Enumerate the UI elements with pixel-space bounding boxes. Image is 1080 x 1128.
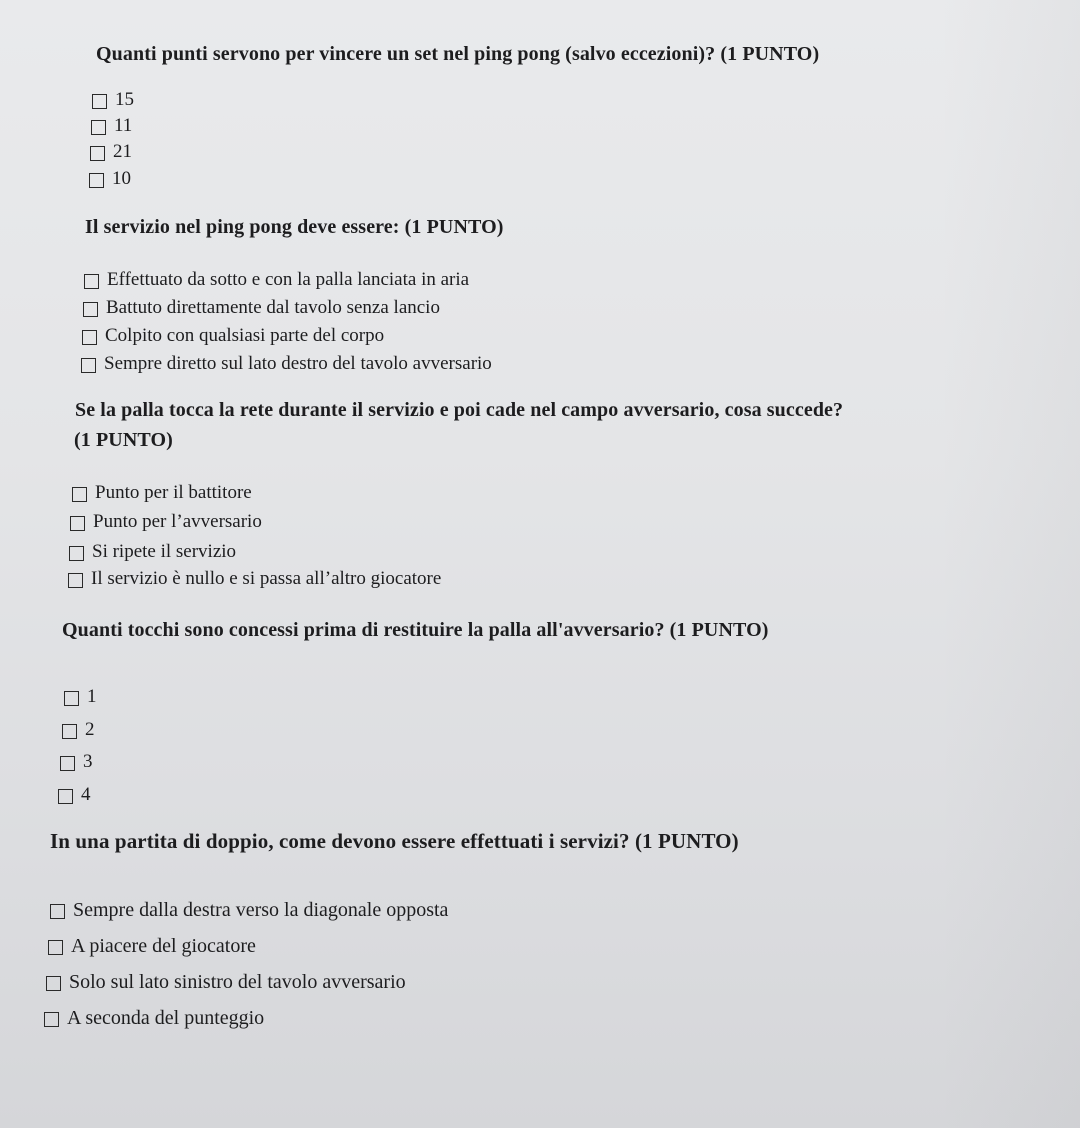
option-label: 3 [83, 751, 93, 772]
question-4-option-1[interactable] [64, 684, 97, 710]
checkbox-icon[interactable] [81, 358, 96, 373]
option-label: Punto per l’avversario [93, 511, 262, 532]
question-5-option-3[interactable] [46, 969, 406, 995]
option-label: Battuto direttamente dal tavolo senza lancio [106, 297, 440, 318]
checkbox-icon[interactable] [92, 94, 107, 109]
question-3-option-1[interactable] [72, 480, 252, 506]
checkbox-icon[interactable] [89, 173, 104, 188]
checkbox-icon[interactable] [44, 1012, 59, 1027]
checkbox-icon[interactable] [50, 904, 65, 919]
checkbox-icon[interactable] [91, 120, 106, 135]
checkbox-icon[interactable] [58, 789, 73, 804]
question-4-text: Quanti tocchi sono concessi prima di restituire la palla all'avversario? (1 PUNTO) [62, 619, 769, 641]
checkbox-icon[interactable] [70, 516, 85, 531]
checkbox-icon[interactable] [62, 724, 77, 739]
question-4-option-3[interactable] [60, 749, 93, 775]
checkbox-icon[interactable] [90, 146, 105, 161]
option-label: Solo sul lato sinistro del tavolo avversario [69, 971, 406, 993]
question-5-text: In una partita di doppio, come devono essere effettuati i servizi? (1 PUNTO) [50, 829, 739, 853]
question-5-option-2[interactable] [48, 933, 256, 959]
question-1-option-4[interactable] [89, 166, 131, 192]
question-3-text: Se la palla tocca la rete durante il servizio e poi cade nel campo avversario, cosa succede? [75, 399, 844, 421]
checkbox-icon[interactable] [60, 756, 75, 771]
option-label: Punto per il battitore [95, 482, 252, 503]
checkbox-icon[interactable] [48, 940, 63, 955]
option-label: Si ripete il servizio [92, 541, 237, 562]
question-3-option-2[interactable] [70, 509, 262, 535]
checkbox-icon[interactable] [83, 302, 98, 317]
option-label: 2 [85, 719, 95, 740]
question-4-option-2[interactable] [62, 717, 95, 743]
question-2-option-3[interactable] [82, 323, 384, 349]
question-3-text-line2: (1 PUNTO) [74, 429, 173, 451]
question-2-option-2[interactable] [83, 295, 440, 321]
option-label: Il servizio è nullo e si passa all’altro giocatore [91, 568, 442, 589]
option-label: A piacere del giocatore [71, 935, 256, 957]
question-2-option-4[interactable] [81, 351, 492, 377]
checkbox-icon[interactable] [84, 274, 99, 289]
question-3-option-3[interactable] [69, 539, 236, 565]
question-1-option-2[interactable] [91, 113, 132, 139]
checkbox-icon[interactable] [64, 691, 79, 706]
option-label: 4 [81, 784, 91, 805]
option-label: Sempre diretto sul lato destro del tavolo avversario [104, 353, 492, 374]
option-label: 10 [112, 168, 131, 189]
question-1-option-1[interactable] [92, 87, 134, 113]
option-label: 11 [114, 115, 133, 136]
checkbox-icon[interactable] [69, 546, 84, 561]
question-5-option-1[interactable] [50, 897, 448, 923]
paper-shading [940, 0, 1080, 1128]
option-label: A seconda del punteggio [67, 1007, 265, 1029]
checkbox-icon[interactable] [46, 976, 61, 991]
checkbox-icon[interactable] [72, 487, 87, 502]
question-2-option-1[interactable] [84, 267, 469, 293]
question-3-option-4[interactable] [68, 566, 441, 592]
option-label: 1 [87, 686, 97, 707]
option-label: Effettuato da sotto e con la palla lanciata in aria [107, 269, 470, 290]
option-label: Colpito con qualsiasi parte del corpo [105, 325, 385, 346]
checkbox-icon[interactable] [68, 573, 83, 588]
option-label: 21 [113, 141, 132, 162]
question-1-text: Quanti punti servono per vincere un set nel ping pong (salvo eccezioni)? (1 PUNTO) [96, 43, 820, 65]
question-4-option-4[interactable] [58, 782, 91, 808]
question-5-option-4[interactable] [44, 1005, 264, 1031]
question-2-text: Il servizio nel ping pong deve essere: (1 PUNTO) [85, 216, 504, 238]
option-label: Sempre dalla destra verso la diagonale opposta [73, 899, 449, 921]
option-label: 15 [115, 89, 134, 110]
question-1-option-3[interactable] [90, 139, 132, 165]
checkbox-icon[interactable] [82, 330, 97, 345]
